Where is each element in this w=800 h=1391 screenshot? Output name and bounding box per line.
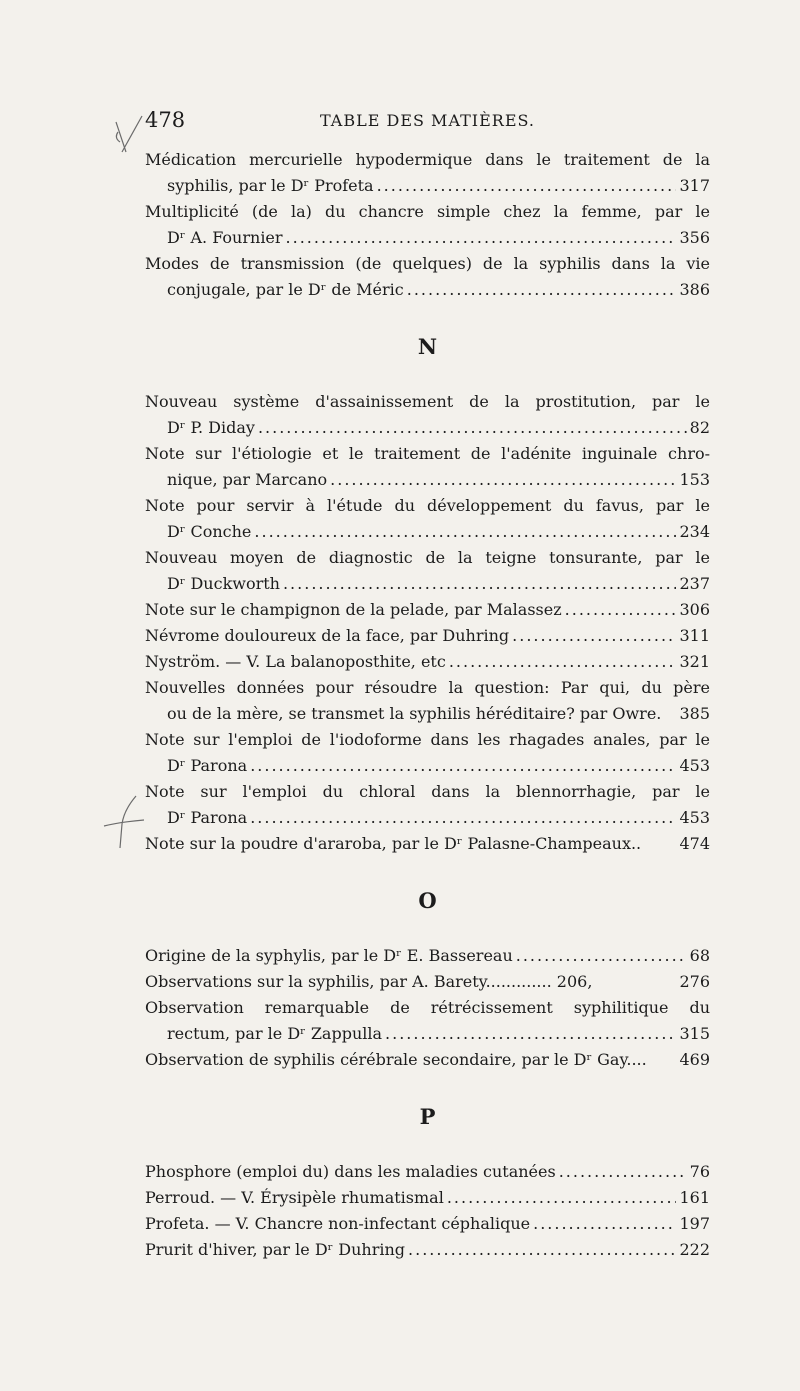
entry-page-number: 76 [689,1162,710,1181]
entry-page-number: 453 [679,808,710,827]
entry-page-number: 234 [679,522,710,541]
toc-entry [145,649,710,675]
entry-page-number: 276 [679,972,710,991]
entry-title: Névrome douloureux de la face, par Duhring [145,626,510,645]
entry-page-number: 386 [679,280,710,299]
toc-entry [145,493,710,545]
entry-page-number: 356 [679,228,710,247]
entry-page-number: 474 [679,834,710,853]
entry-title: Observations sur la syphilis, par A. Barety............. 206, [145,972,593,991]
dot-leader [407,277,677,303]
entry-last-line [167,701,710,727]
dot-leader [559,1159,687,1185]
entry-page-number: 237 [679,574,710,593]
entry-last-line [145,1237,710,1263]
entry-page-number: 306 [679,600,710,619]
dot-leader [330,467,676,493]
entry-last-line [145,831,710,857]
entry-last-line [167,1021,710,1047]
entry-page-number: 315 [679,1024,710,1043]
entry-title: syphilis, par le Dʳ Profeta [167,176,374,195]
entry-page-number: 161 [679,1188,710,1207]
entry-line: Multiplicité (de la) du chancre simple chez la femme, par le [145,202,710,221]
toc-entry [145,995,710,1047]
dot-leader [516,943,687,969]
entry-last-line [145,1047,710,1073]
entry-page-number: 469 [679,1050,710,1069]
entry-page-number: 222 [679,1240,710,1259]
toc-entry [145,147,710,199]
section-letter: P [419,1104,436,1129]
entry-line: Nouveau moyen de diagnostic de la teigne tonsurante, par le [145,548,710,567]
entry-title: Nyström. — V. La balanoposthite, etc [145,652,446,671]
entry-last-line [167,173,710,199]
entry-title: Origine de la syphylis, par le Dʳ E. Bassereau [145,946,513,965]
entry-last-line [145,597,710,623]
entry-line: Note sur l'étiologie et le traitement de l'adénite inguinale chro- [145,444,710,463]
toc-entry [145,389,710,441]
toc-entry [145,727,710,779]
toc-entry [145,597,710,623]
section-letter: O [418,888,437,913]
entry-page-number: 385 [679,704,710,723]
entry-line: Note pour servir à l'étude du développement du favus, par le [145,496,710,515]
entry-title: Profeta. — V. Chancre non-infectant céphalique [145,1214,531,1233]
entry-line: Note sur l'emploi de l'iodoforme dans les rhagades anales, par le [145,730,710,749]
page-header [145,108,710,138]
entry-last-line [167,467,710,493]
toc-entry [145,675,710,727]
entry-page-number: 197 [679,1214,710,1233]
toc-entry [145,1159,710,1185]
entry-title: Dʳ Parona [167,808,248,827]
dot-leader [447,1185,677,1211]
entry-last-line [145,1211,710,1237]
entry-last-line [145,649,710,675]
pencil-mark-icon [112,112,146,156]
entry-title: nique, par Marcano [167,470,328,489]
dot-leader [286,225,677,251]
entry-line: Médication mercurielle hypodermique dans le traitement de la [145,150,710,169]
toc-entry [145,623,710,649]
entry-line: Nouveau système d'assainissement de la prostitution, par le [145,392,710,411]
toc-entry [145,1047,710,1073]
entry-title: conjugale, par le Dʳ de Méric [167,280,404,299]
toc-entry [145,943,710,969]
entry-last-line [167,571,710,597]
entry-page-number: 317 [679,176,710,195]
entry-page-number: 453 [679,756,710,775]
entry-title: Dʳ Duckworth [167,574,280,593]
entry-title: Note sur le champignon de la pelade, par Malassez [145,600,562,619]
entry-page-number: 68 [689,946,710,965]
dot-leader [512,623,676,649]
dot-leader [250,805,676,831]
entry-last-line [145,943,710,969]
dot-leader [377,173,677,199]
toc-entry [145,441,710,493]
entry-last-line [145,969,710,995]
entry-last-line [145,623,710,649]
entry-last-line [167,805,710,831]
entry-last-line [145,1159,710,1185]
entry-line: Modes de transmission (de quelques) de la syphilis dans la vie [145,254,710,273]
entry-last-line [145,1185,710,1211]
entry-last-line [167,225,710,251]
entry-title: Dʳ Conche [167,522,252,541]
table-of-contents [145,147,710,1263]
dot-leader [533,1211,676,1237]
dot-leader [254,519,676,545]
entry-title: Prurit d'hiver, par le Dʳ Duhring [145,1240,406,1259]
entry-title: rectum, par le Dʳ Zappulla [167,1024,383,1043]
section-letter: N [417,334,438,359]
dot-leader [283,571,676,597]
entry-page-number: 82 [689,418,710,437]
entry-title: Dʳ Parona [167,756,248,775]
entry-page-number: 153 [679,470,710,489]
entry-page-number: 321 [679,652,710,671]
dot-leader [408,1237,676,1263]
entry-last-line [167,519,710,545]
toc-entry [145,779,710,831]
entry-line: Observation remarquable de rétrécissement syphilitique du [145,998,710,1017]
entry-title: Perroud. — V. Érysipèle rhumatismal [145,1188,444,1207]
entry-last-line [167,415,710,441]
entry-last-line [167,277,710,303]
entry-page-number: 311 [679,626,710,645]
dot-leader [250,753,676,779]
page-number: 478 [145,108,186,132]
entry-title: Observation de syphilis cérébrale secondaire, par le Dʳ Gay.... [145,1050,647,1069]
entry-title: Phosphore (emploi du) dans les maladies cutanées [145,1162,556,1181]
toc-entry [145,1185,710,1211]
toc-entry [145,251,710,303]
entry-title: ou de la mère, se transmet la syphilis héréditaire? par Owre. [167,704,662,723]
dot-leader [565,597,677,623]
toc-entry [145,1237,710,1263]
dot-leader [449,649,677,675]
toc-entry [145,831,710,857]
entry-line: Note sur l'emploi du chloral dans la blennorrhagie, par le [145,782,710,801]
toc-entry [145,969,710,995]
toc-entry [145,545,710,597]
entry-title: Note sur la poudre d'araroba, par le Dʳ Palasne-Champeaux.. [145,834,642,853]
dot-leader [258,415,687,441]
pencil-mark-icon [100,790,146,850]
toc-entry [145,1211,710,1237]
entry-title: Dʳ P. Diday [167,418,255,437]
dot-leader [385,1021,676,1047]
entry-last-line [167,753,710,779]
entry-title: Dʳ A. Fournier [167,228,283,247]
entry-line: Nouvelles données pour résoudre la question: Par qui, du père [145,678,710,697]
running-title: TABLE DES MATIÈRES. [320,111,535,130]
toc-entry [145,199,710,251]
